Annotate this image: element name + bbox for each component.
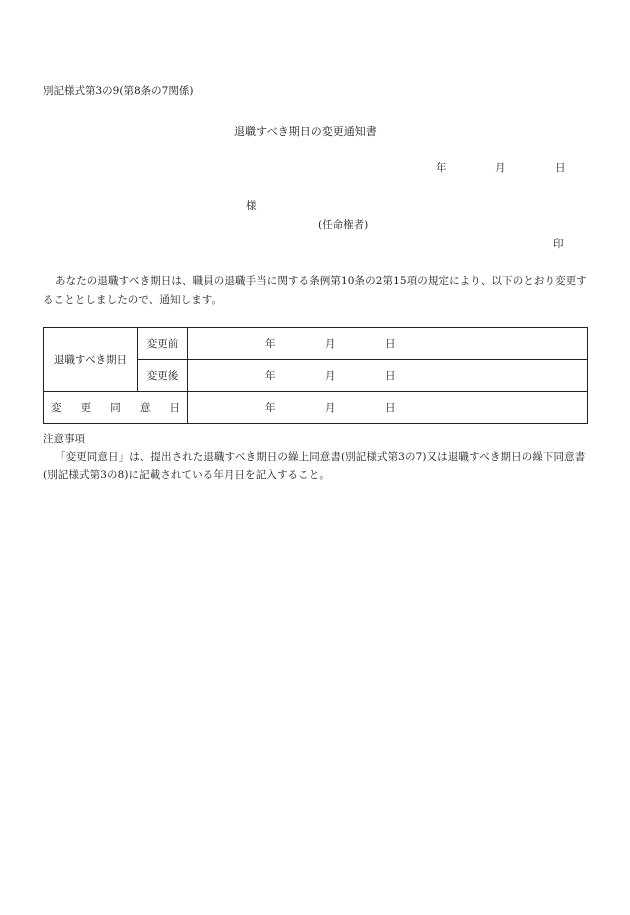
form-reference: 別記様式第3の9(第8条の7関係) (43, 85, 194, 97)
issue-date-year: 年 (436, 162, 447, 174)
before-change-label: 変更前 (138, 328, 188, 360)
after-change-date (188, 360, 588, 392)
table-row-consent (44, 392, 588, 424)
consent-date-label: 変更同意日 (44, 392, 188, 424)
appointing-authority: (任命権者) (318, 219, 369, 231)
consent-date (188, 392, 588, 424)
before-month: 月 (325, 338, 336, 350)
issue-date-day: 日 (555, 162, 566, 174)
table-row-before (44, 328, 588, 360)
after-year: 年 (265, 370, 276, 382)
date-change-table (43, 327, 588, 424)
before-year: 年 (265, 338, 276, 350)
document-title: 退職すべき期日の変更通知書 (234, 125, 377, 138)
seal-mark: 印 (553, 238, 564, 250)
after-day: 日 (385, 370, 396, 382)
notes-text: 「変更同意日」は、提出された退職すべき期日の繰上同意書(別記様式第3の7)又は退職すべき期日の繰下同意書(別記様式第3の8)に記載されている年月日を記入すること。 (43, 451, 586, 481)
consent-year: 年 (265, 402, 276, 414)
notice-body: あなたの退職すべき期日は、職員の退職手当に関する条例第10条の2第15項の規定により、以下のとおり変更することとしましたので、通知します。 (43, 275, 587, 306)
issue-date-month: 月 (495, 162, 506, 174)
after-month: 月 (325, 370, 336, 382)
after-change-label: 変更後 (138, 360, 188, 392)
consent-month: 月 (325, 402, 336, 414)
notes-heading: 注意事項 (43, 433, 85, 445)
consent-day: 日 (385, 402, 396, 414)
retirement-date-label: 退職すべき期日 (44, 328, 138, 392)
before-change-date (188, 328, 588, 360)
recipient-suffix: 様 (246, 200, 257, 212)
before-day: 日 (385, 338, 396, 350)
